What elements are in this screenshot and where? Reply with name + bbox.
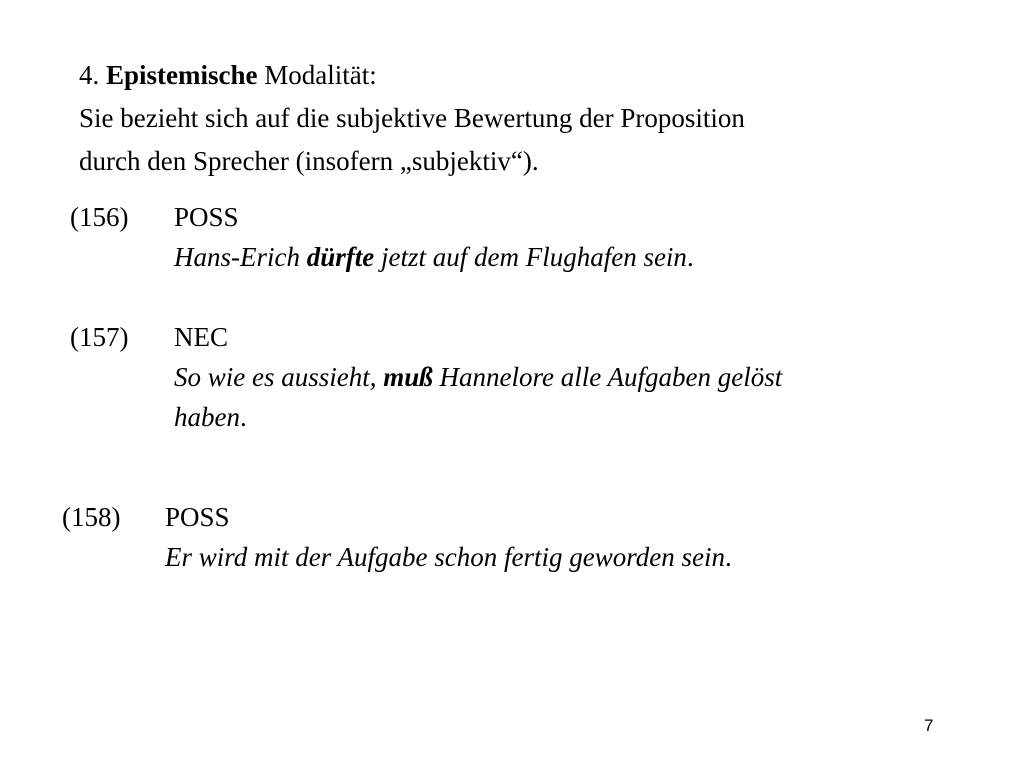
sentence-part: So wie es aussieht, bbox=[174, 362, 377, 392]
example-body bbox=[174, 317, 782, 437]
example-sentence bbox=[174, 357, 782, 397]
example-sentence-continuation bbox=[174, 397, 782, 437]
modal-verb: dürfte bbox=[306, 242, 375, 272]
sentence-part: haben bbox=[174, 402, 240, 432]
modal-verb: muß bbox=[383, 362, 433, 392]
example-number: (157) bbox=[70, 322, 129, 352]
example-number: (156) bbox=[70, 202, 129, 232]
example-label: NEC bbox=[174, 322, 228, 352]
heading-definition-line-1: Sie bezieht sich auf die subjektive Bewertung der Proposition bbox=[79, 103, 745, 133]
example-label: POSS bbox=[165, 502, 230, 532]
page-number: 7 bbox=[924, 716, 934, 735]
heading-number: 4. bbox=[79, 60, 100, 90]
heading-title-rest: Modalität: bbox=[264, 60, 377, 90]
example-sentence bbox=[174, 237, 694, 277]
heading-definition-line-2: durch den Sprecher (insofern „subjektiv“). bbox=[79, 146, 539, 176]
sentence-part: Hannelore alle Aufgaben gelöst bbox=[439, 362, 783, 392]
example-label: POSS bbox=[174, 202, 239, 232]
sentence-part: Hans-Erich bbox=[174, 242, 300, 272]
heading-bold-term: Epistemische bbox=[106, 60, 258, 90]
example-sentence bbox=[165, 537, 732, 577]
example-body bbox=[165, 497, 732, 577]
example-number: (158) bbox=[62, 502, 121, 532]
sentence-period: . bbox=[686, 242, 694, 272]
sentence-period: . bbox=[724, 542, 732, 572]
sentence-part: Er wird mit der Aufgabe schon fertig geworden sein bbox=[165, 542, 725, 572]
heading-title-line bbox=[79, 54, 745, 97]
example-body bbox=[174, 197, 694, 277]
sentence-part: jetzt auf dem Flughafen sein bbox=[380, 242, 687, 272]
sentence-period: . bbox=[239, 402, 247, 432]
section-heading bbox=[79, 54, 745, 183]
